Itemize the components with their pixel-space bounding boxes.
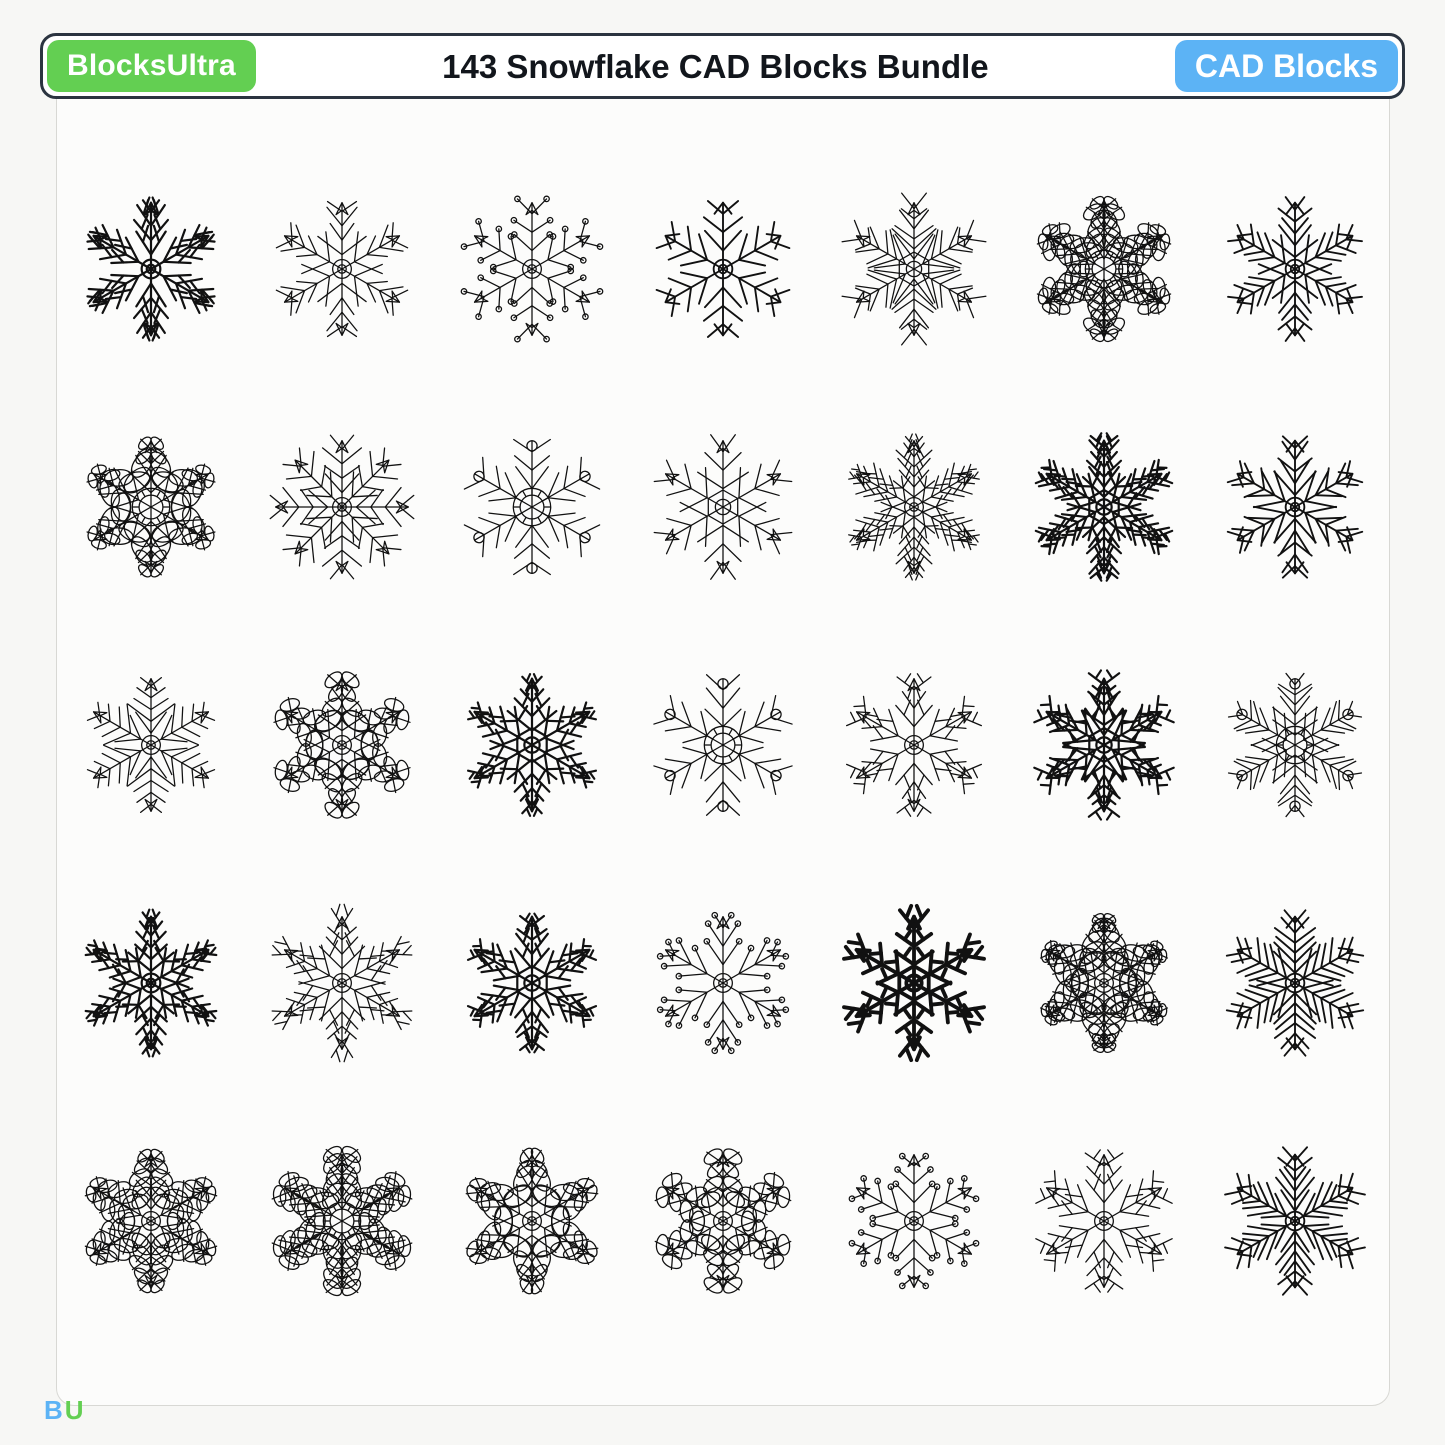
- snowflake-octagon-ornament-09: [252, 417, 432, 597]
- poster-title: [262, 40, 1169, 92]
- category-badge: [1175, 40, 1398, 92]
- snowflake-hex-filled-11: [633, 417, 813, 597]
- snowflake-mandala-lace-08: [61, 417, 241, 597]
- snowflake-dotted-arms-25: [633, 893, 813, 1073]
- logo-b-letter: B: [44, 1395, 63, 1425]
- snowflake-ring-center-21: [1205, 655, 1385, 835]
- snowflake-puffy-lobes-32: [633, 1131, 813, 1311]
- snowflake-spiky-burst-22: [61, 893, 241, 1073]
- snowflake-simple-line-07: [1205, 179, 1385, 359]
- snowflake-wheel-center-10: [442, 417, 622, 597]
- snowflake-spear-ornate-34: [1014, 1131, 1194, 1311]
- snowflake-ornate-dense-01: [61, 179, 241, 359]
- snowflake-hexagon-fill-24: [442, 893, 622, 1073]
- snowflake-ring-floral-30: [252, 1131, 432, 1311]
- brand-label: BlocksUltra: [67, 49, 236, 82]
- snowflake-round-medallion-18: [633, 655, 813, 835]
- snowflake-leafy-points-31: [442, 1131, 622, 1311]
- snowflake-heavy-star-13: [1014, 417, 1194, 597]
- brand-badge: [47, 40, 256, 92]
- snowflake-beaded-lattice-03: [442, 179, 622, 359]
- snowflake-zigzag-dense-17: [442, 655, 622, 835]
- poster-title-label: 143 Snowflake CAD Blocks Bundle: [442, 47, 989, 85]
- snowflake-open-lace-15: [61, 655, 241, 835]
- category-label: CAD Blocks: [1194, 48, 1378, 84]
- header-bar: [40, 33, 1405, 99]
- snowflake-victorian-scroll-29: [61, 1131, 241, 1311]
- snowflake-floral-medallion-06: [1014, 179, 1194, 359]
- snowflake-arrow-rays-12: [824, 417, 1004, 597]
- snowflake-compass-rays-19: [824, 655, 1004, 835]
- snowflake-star-filled-05: [824, 179, 1004, 359]
- snowflake-swirl-floral-27: [1014, 893, 1194, 1073]
- snowflake-bold-outline-04: [633, 179, 813, 359]
- snowflake-rounded-classic-35: [1205, 1131, 1385, 1311]
- logo-u-letter: U: [64, 1395, 84, 1425]
- blocksultra-logo: [44, 1397, 84, 1423]
- snowflake-solid-silhouette-26: [824, 893, 1004, 1073]
- snowflake-grid: [56, 150, 1390, 1340]
- snowflake-thin-classic-14: [1205, 417, 1385, 597]
- snowflake-classic-fern-02: [252, 179, 432, 359]
- snowflake-feather-petal-16: [252, 655, 432, 835]
- snowflake-grid-dense-20: [1014, 655, 1194, 835]
- snowflake-minimal-line-28: [1205, 893, 1385, 1073]
- snowflake-crystal-blades-23: [252, 893, 432, 1073]
- snowflake-clustered-tips-33: [824, 1131, 1004, 1311]
